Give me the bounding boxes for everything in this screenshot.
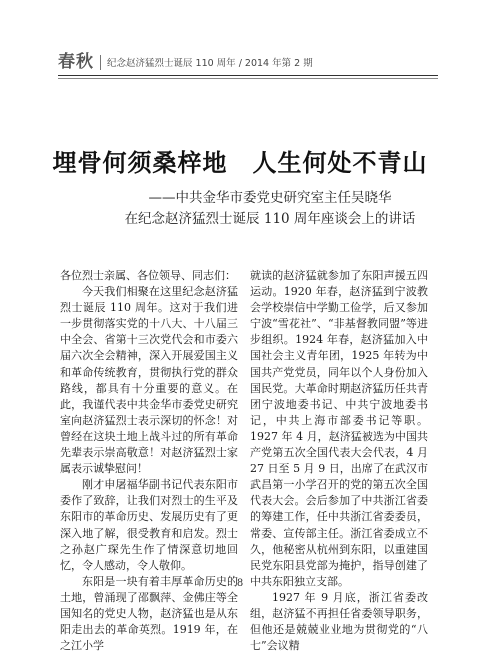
body-paragraph: 就读的赵济猛就参加了东阳声援五四运动。1920 年春，赵济猛到宁波教会学校崇信中学勤工俭学，后又参加宁波“雪花社”、“非基督教同盟”等进步组织。1924 年春，赵济猛加入中国社会主义青年团，1925 年转为中国共产党党员，同年以个人身份加入国民党。大革命时期赵济猛历任共青团宁波地委书记、中共宁波地委书记，中共上海市部委书记等职。1927 年 4 月，赵济猛被选为中国共产党第五次全国代表大会代表，4 月 27 日至 5 月 9 日，出席了在武汉市武昌第一小学召开的党的第五次全国代表大会。会后参加了中共浙江省委的筹建工作，任中共浙江省委委员，常委、宣传部主任。浙江省委成立不久，他秘密从杭州到东阳，以重建国民党东阳县党部为掩护，指导创建了中共东阳独立支部。 (250, 269, 428, 588)
article-subtitle-line2: 在纪念赵济猛烈士诞辰 110 周年座谈会上的讲话 (124, 211, 416, 227)
header-separator (100, 55, 101, 70)
header-rule (58, 75, 438, 76)
journal-logo: 春秋 (58, 52, 94, 72)
right-column (250, 268, 428, 654)
running-header (58, 50, 436, 72)
left-column (60, 268, 238, 654)
body-paragraph: 今天我们相聚在这里纪念赵济猛烈士诞辰 110 周年。这对于我们进一步贯彻落实党的十八大、十八届三中全会、省第十三次党代会和市委六届六次全会精神，深入开展爱国主义和革命传统教育，贯彻执行党的群众路线，都具有十分重要的意义。在此，我谨代表中共金华市委党史研究室向赵济猛烈士表示深切的怀念！对曾经在这块土地上战斗过的所有革命先辈表示崇高敬意！对赵济猛烈士家属表示诚挚慰问！ (60, 285, 238, 476)
header-rule-thin (58, 78, 438, 79)
page-number: 8 (236, 578, 244, 589)
body-paragraph: 东阳是一块有着丰厚革命历史的土地，曾涌现了邵飘萍、金佛庄等全国知名的党史人物，赵济猛也是从东阳走出去的革命英烈。1919 年，在之江小学 (60, 574, 238, 653)
article-subtitle-line1: ——中共金华市委党史研究室主任吴晓华 (148, 190, 392, 206)
issue-line: 纪念赵济猛烈士诞辰 110 周年 / 2014 年第 2 期 (107, 58, 313, 69)
salutation-paragraph: 各位烈士亲属、各位领导、同志们： (60, 269, 236, 282)
body-paragraph: 刚才申屠福华副书记代表东阳市委作了致辞，让我们对烈士的生平及东阳市的革命历史、发展历史有了更深入地了解，很受教育和启发。烈士之孙赵广琛先生作了情深意切地回忆，令人感动，令人敬仰。 (60, 478, 238, 572)
article-title: 埋骨何须桑梓地 人生何处不青山 (52, 149, 428, 177)
body-paragraph: 1927 年 9 月底，浙江省委改组，赵济猛不再担任省委领导职务，但他还是兢兢业业地为贯彻党的“八七”会议精 (250, 590, 428, 653)
